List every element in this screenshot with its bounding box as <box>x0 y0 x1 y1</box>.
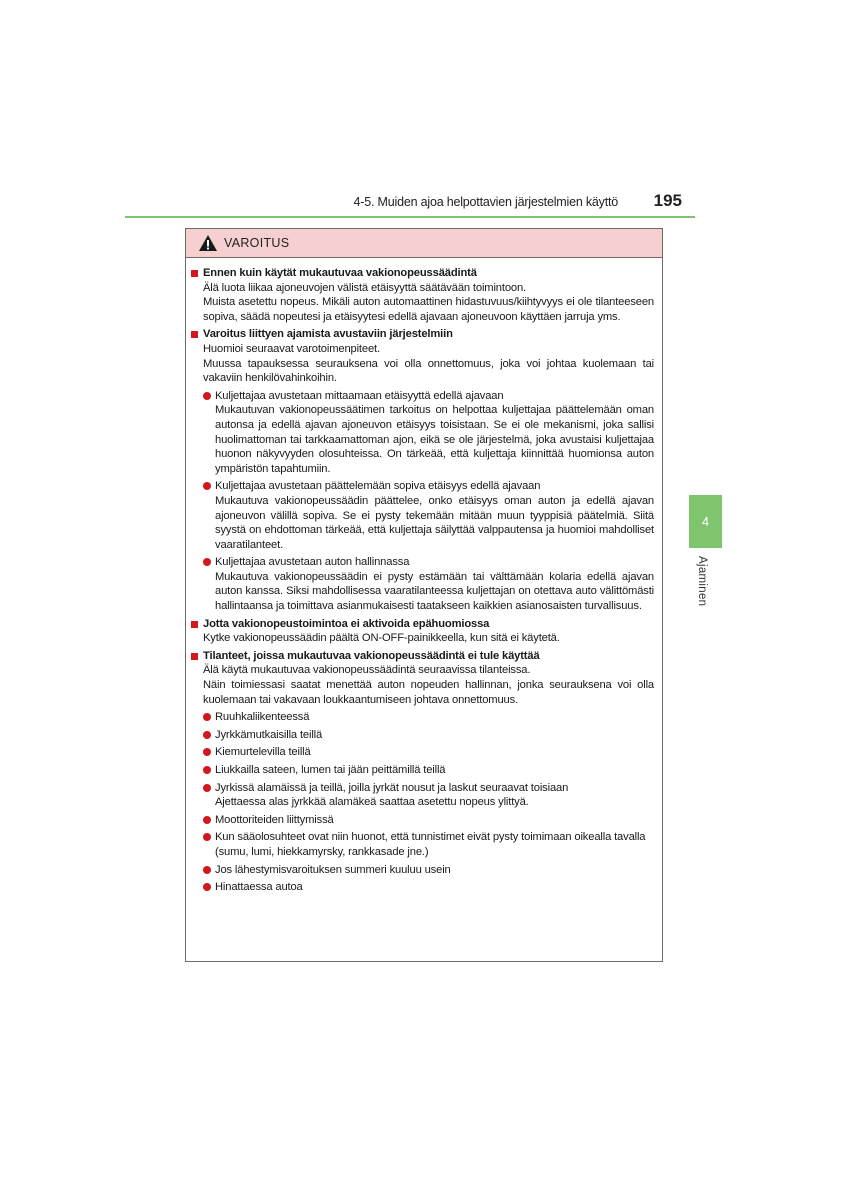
warning-title: VAROITUS <box>224 236 290 250</box>
list-item-content <box>215 555 654 613</box>
section-paragraph: Kytke vakionopeussäädin päältä ON-OFF-painikkeella, kun sitä ei käytetä. <box>203 632 560 645</box>
section-paragraph: Huomioi seuraavat varotoimenpiteet. <box>203 342 380 355</box>
list-item <box>190 880 654 895</box>
list-item <box>190 781 654 810</box>
list-item <box>190 763 654 778</box>
list-item-title: Jyrkissä alamäissä ja teillä, joilla jyrkät nousut ja laskut seuraavat toisiaan <box>215 781 569 794</box>
list-item-title: Kuljettajaa avustetaan päättelemään sopiva etäisyys edellä ajavaan <box>215 480 541 493</box>
list-item-content <box>215 830 654 859</box>
page-header-title: 4-5. Muiden ajoa helpottavien järjestelmien käyttö <box>353 195 618 209</box>
list-item <box>190 555 654 613</box>
section-heading <box>190 649 654 664</box>
red-dot-bullet-icon <box>203 866 211 874</box>
warning-section <box>190 266 654 324</box>
list-item-title: Kuljettajaa avustetaan auton hallinnassa <box>215 556 410 569</box>
list-item-content <box>215 863 654 878</box>
red-dot-bullet-icon <box>203 731 211 739</box>
list-item-description: Mukautuva vakionopeussäädin päättelee, onko etäisyys oman auton ja edellä ajavan ajoneuvon välillä sopiva. Se ei pysty tekemään mitään muun tyyppisiä päätelmiä. Siitä syystä on ehdottoman tärkeää, että kuljettaja säilyttää valppautensa ja huomioi mahdolliset vaaratilanteet. <box>215 494 654 551</box>
chapter-label: Ajaminen <box>696 556 708 607</box>
chapter-tab <box>689 495 722 548</box>
list-item-title: Kun sääolosuhteet ovat niin huonot, että tunnistimet eivät pysty toimimaan oikealla tavalla (sumu, lumi, hiekkamyrsky, rankkasade jne.) <box>215 831 646 858</box>
list-item <box>190 710 654 725</box>
section-heading-text: Tilanteet, joissa mukautuvaa vakionopeussäädintä ei tule käyttää <box>203 649 540 662</box>
list-item-content <box>215 728 654 743</box>
warning-header <box>186 229 662 258</box>
header-divider <box>125 216 695 218</box>
red-dot-bullet-icon <box>203 883 211 891</box>
red-dot-bullet-icon <box>203 748 211 756</box>
red-square-bullet-icon <box>191 331 198 338</box>
list-item-description: Mukautuvan vakionopeussäätimen tarkoitus on helpottaa kuljettajaa päättelemään oman autonsa ja edellä ajavan ajoneuvon etäisyys toisistaan. Se ei ole mekanismi, joka sallisi huolimattoman tai tarkkaamattoman ajon, eikä se ole järjestelmä, joka avustaisi kuljettajaa huonon näkyvyyden olosuhteissa. On tärkeää, että kuljettaja kiinnittää huomionsa auton ympäristön tapahtumiin. <box>215 404 654 475</box>
red-dot-bullet-icon <box>203 558 211 566</box>
section-paragraph: Muista asetettu nopeus. Mikäli auton automaattinen hidastuvuus/kiihtyvyys ei ole tilanteeseen sopiva, säädä nopeutesi ja etäisyytesi edellä ajavaan ajoneuvoon käyttäen jarruja yms. <box>203 296 654 323</box>
section-heading-text: Jotta vakionopeustoimintoa ei aktivoida epähuomiossa <box>203 617 490 630</box>
section-paragraph: Älä käytä mukautuvaa vakionopeussäädintä seuraavissa tilanteissa. <box>203 664 531 677</box>
list-item <box>190 728 654 743</box>
warning-triangle-icon <box>198 234 218 252</box>
list-item-title: Hinattaessa autoa <box>215 881 303 894</box>
red-dot-bullet-icon <box>203 392 211 400</box>
list-item-title: Kuljettajaa avustetaan mittaamaan etäisyyttä edellä ajavaan <box>215 389 504 402</box>
warning-section <box>190 617 654 646</box>
red-dot-bullet-icon <box>203 766 211 774</box>
list-item-content <box>215 880 654 895</box>
red-dot-bullet-icon <box>203 816 211 824</box>
list-item-content <box>215 389 654 477</box>
warning-body <box>186 258 662 895</box>
list-item <box>190 389 654 477</box>
list-item-content <box>215 479 654 552</box>
red-square-bullet-icon <box>191 270 198 277</box>
red-square-bullet-icon <box>191 621 198 628</box>
list-item-content <box>215 763 654 778</box>
list-item-title: Kiemurtelevilla teillä <box>215 746 311 759</box>
list-item-title: Moottoriteiden liittymissä <box>215 813 334 826</box>
list-item <box>190 863 654 878</box>
list-item <box>190 479 654 552</box>
warning-section <box>190 327 654 613</box>
list-item-description: Mukautuva vakionopeussäädin ei pysty estämään tai välttämään kolaria edellä ajavan auton kanssa. Siksi mahdollisessa vaaratilanteessa kuljettajan on otettava auto välittömästi hallintaansa ja toimittava asianmukaisesti taatakseen kaikkien asianosaisten turvallisuus. <box>215 570 654 613</box>
list-item <box>190 813 654 828</box>
section-heading-text: Ennen kuin käytät mukautuvaa vakionopeussäädintä <box>203 267 477 279</box>
red-dot-bullet-icon <box>203 713 211 721</box>
warning-box <box>185 228 663 962</box>
list-item-title: Liukkailla sateen, lumen tai jään peittämillä teillä <box>215 764 446 776</box>
section-paragraph: Älä luota liikaa ajoneuvojen välistä etäisyyttä säätävään toimintoon. <box>203 281 526 294</box>
list-item-content <box>215 813 654 828</box>
list-item-content <box>215 745 654 760</box>
list-item-description: Ajettaessa alas jyrkkää alamäkeä saattaa asetettu nopeus ylittyä. <box>215 796 529 809</box>
list-item-title: Jos lähestymisvaroituksen summeri kuuluu usein <box>215 863 451 876</box>
section-heading <box>190 617 654 632</box>
warning-section <box>190 649 654 895</box>
section-paragraph: Muussa tapauksessa seurauksena voi olla onnettomuus, joka voi johtaa kuolemaan tai vakaviin henkilövahinkoihin. <box>203 357 654 385</box>
list-item-title: Jyrkkämutkaisilla teillä <box>215 728 323 741</box>
section-paragraph: Näin toimiessasi saatat menettää auton nopeuden hallinnan, jonka seurauksena voi olla kuolemaan tai vakavaan loukkaantumiseen johtava onnettomuus. <box>203 679 654 706</box>
page-number: 195 <box>653 191 682 210</box>
list-item-content <box>215 710 654 725</box>
list-item-content <box>215 781 654 810</box>
red-dot-bullet-icon <box>203 482 211 490</box>
list-item <box>190 745 654 760</box>
red-dot-bullet-icon <box>203 833 211 841</box>
chapter-number: 4 <box>701 514 710 529</box>
list-item-title: Ruuhkaliikenteessä <box>215 711 310 724</box>
red-square-bullet-icon <box>191 653 198 660</box>
list-item <box>190 830 654 859</box>
section-heading-text: Varoitus liittyen ajamista avustaviin järjestelmiin <box>203 328 453 341</box>
section-heading <box>190 327 654 342</box>
red-dot-bullet-icon <box>203 784 211 792</box>
section-heading <box>190 266 654 281</box>
